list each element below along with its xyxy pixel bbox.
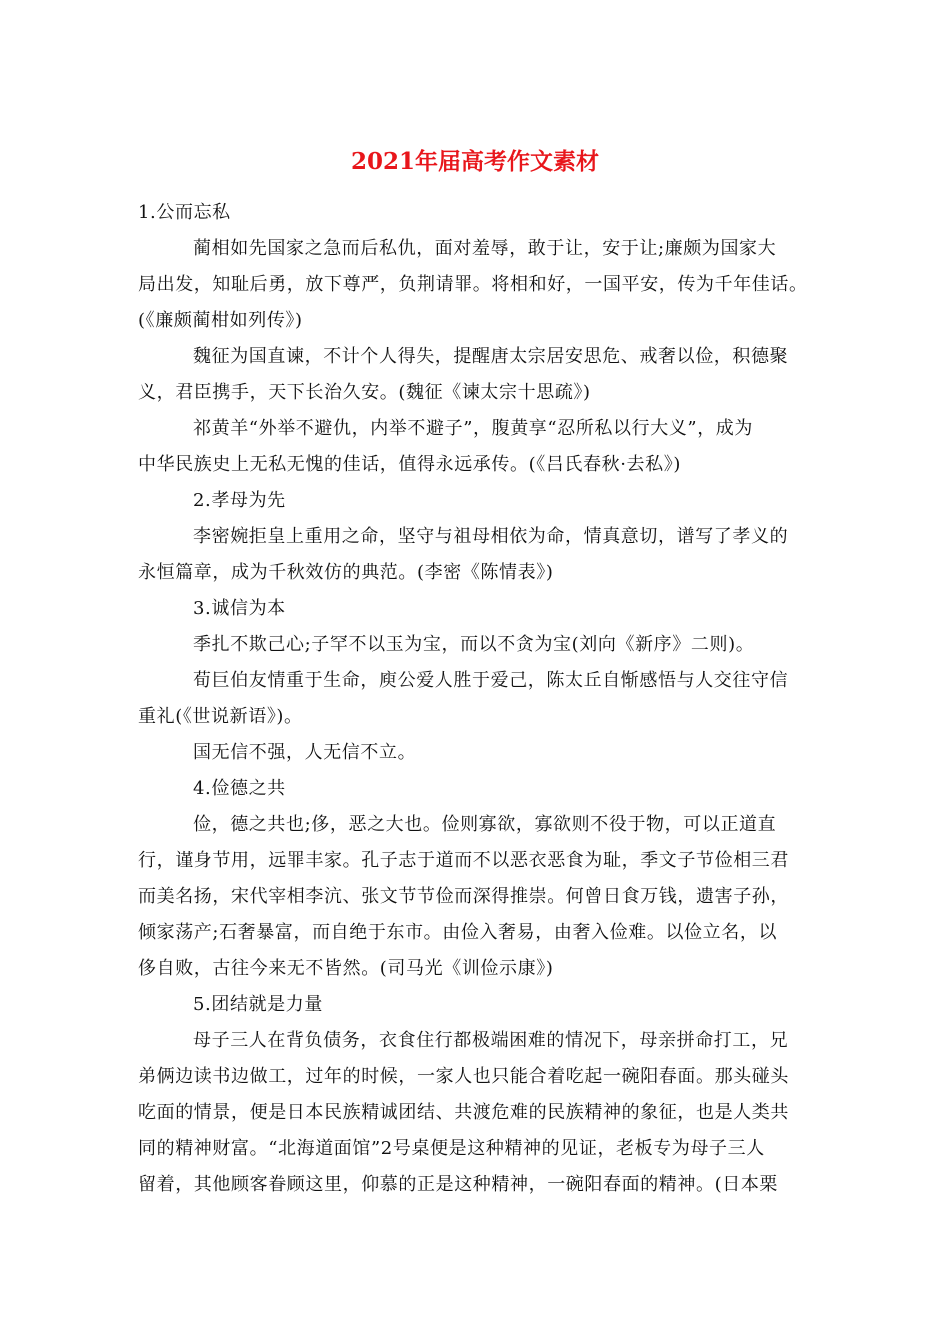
paragraph-line: 李密婉拒皇上重用之命，坚守与祖母相依为命，情真意切，谱写了孝义的 <box>193 526 789 547</box>
paragraph-line: 行，谨身节用，远罪丰家。孔子志于道而不以恶衣恶食为耻，季文子节俭相三君 <box>138 850 789 871</box>
paragraph-line: 而美名扬，宋代宰相李沆、张文节节俭而深得推崇。何曾日食万钱，遗害子孙， <box>138 886 789 907</box>
section-heading-2: 2.孝母为先 <box>193 490 286 511</box>
section-heading-1: 1.公而忘私 <box>138 202 231 223</box>
paragraph-line: 义，君臣携手，天下长治久安。(魏征《谏太宗十思疏》) <box>138 382 591 403</box>
paragraph-line: 同的精神财富。“北海道面馆”2号桌便是这种精神的见证，老板专为母子三人 <box>138 1138 765 1159</box>
paragraph-line: 魏征为国直谏，不计个人得失，提醒唐太宗居安思危、戒奢以俭，积德聚 <box>193 346 789 367</box>
paragraph-line: 荀巨伯友情重于生命，庾公爱人胜于爱己，陈太丘自惭感悟与人交往守信 <box>193 670 789 691</box>
paragraph-line: 永恒篇章，成为千秋效仿的典范。(李密《陈情表》) <box>138 562 554 583</box>
section-heading-3: 3.诚信为本 <box>193 598 286 619</box>
paragraph-line: 俭，德之共也;侈，恶之大也。俭则寡欲，寡欲则不役于物，可以正道直 <box>193 814 777 835</box>
paragraph-line: 重礼(《世说新语》)。 <box>138 706 303 727</box>
paragraph-line: 局出发，知耻后勇，放下尊严，负荆请罪。将相和好，一国平安，传为千年佳话。 <box>138 274 808 295</box>
paragraph-line: 吃面的情景，便是日本民族精诚团结、共渡危难的民族精神的象征，也是人类共 <box>138 1102 789 1123</box>
document-title: 2021年届高考作文素材 <box>350 148 599 175</box>
paragraph-line: (《廉颇蔺柑如列传》) <box>138 310 303 331</box>
paragraph-line: 国无信不强，人无信不立。 <box>193 742 417 763</box>
section-heading-5: 5.团结就是力量 <box>193 994 323 1015</box>
paragraph-line: 祁黄羊“外举不避仇，内举不避子”，腹黄享“忍所私以行大义”，成为 <box>193 418 754 439</box>
paragraph-line: 弟俩边读书边做工，过年的时候，一家人也只能合着吃起一碗阳春面。那头碰头 <box>138 1066 789 1087</box>
paragraph-line: 留着，其他顾客眷顾这里，仰慕的正是这种精神，一碗阳春面的精神。(日本栗 <box>138 1174 779 1195</box>
paragraph-line: 母子三人在背负债务，衣食住行都极端困难的情况下，母亲拼命打工，兄 <box>193 1030 789 1051</box>
paragraph-line: 中华民族史上无私无愧的佳话，值得永远承传。(《吕氏春秋·去私》) <box>138 454 681 475</box>
section-heading-4: 4.俭德之共 <box>193 778 286 799</box>
paragraph-line: 蔺相如先国家之急而后私仇，面对羞辱，敢于让，安于让;廉颇为国家大 <box>193 238 777 259</box>
paragraph-line: 倾家荡产;石奢暴富，而自绝于东市。由俭入奢易，由奢入俭难。以俭立名，以 <box>138 922 778 943</box>
paragraph-line: 侈自败，古往今来无不皆然。(司马光《训俭示康》) <box>138 958 554 979</box>
paragraph-line: 季扎不欺己心;子罕不以玉为宝，而以不贪为宝(刘向《新序》二则)。 <box>193 634 755 655</box>
